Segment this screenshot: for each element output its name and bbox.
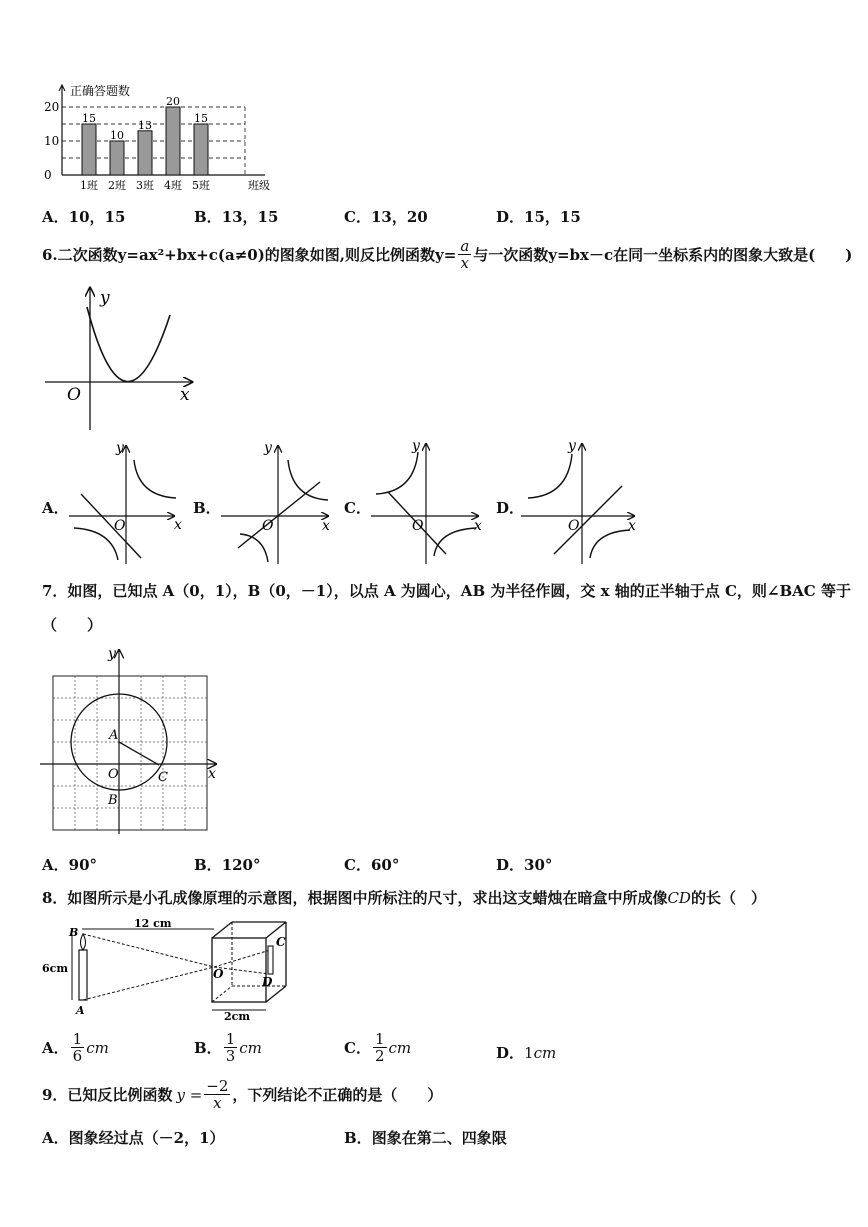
q9-eq-left: y =: [176, 1085, 203, 1104]
q9-fraction: [204, 1078, 230, 1111]
origin-label: O: [262, 518, 274, 534]
label-b: B: [108, 793, 118, 808]
bar-value-label: 20: [166, 95, 180, 108]
option-fraction: [373, 1031, 387, 1064]
label-c: C: [276, 935, 286, 949]
axis-label-x: x: [628, 518, 636, 534]
option-unit: cm: [239, 1038, 262, 1057]
segment-ac: [119, 742, 159, 765]
q6-option-a-graph[interactable]: [66, 436, 186, 568]
axis-label-y: y: [412, 438, 420, 454]
q5-option-b[interactable]: [194, 206, 278, 227]
option-letter: D．: [496, 1044, 525, 1062]
q6-option-c-letter[interactable]: C．: [344, 499, 371, 517]
parabola-curve: [87, 307, 170, 382]
q9-stem-part2: ，下列结论不正确的是（ ）: [232, 1086, 443, 1104]
x-tick-label: 2班: [108, 179, 126, 192]
origin-label: O: [412, 518, 424, 534]
q6-option-b-graph[interactable]: [218, 436, 338, 568]
hyperbola-q1: [288, 460, 328, 500]
label-x: x: [208, 766, 216, 782]
ray-ao: [83, 967, 214, 1000]
dim-2cm-label: 2cm: [224, 1010, 250, 1023]
hyperbola-q3: [74, 528, 118, 560]
q6-option-d-graph[interactable]: [518, 436, 642, 568]
ray-oc: [214, 950, 270, 967]
grid: [53, 676, 207, 830]
q5-option-c[interactable]: [344, 206, 428, 227]
q5-bar-chart: [40, 80, 280, 198]
option-text: 13，20: [370, 208, 428, 226]
option-text: 90°: [68, 856, 98, 874]
axis-label-x: x: [174, 517, 182, 533]
option-letter: C．: [344, 1039, 371, 1057]
option-text: 60°: [370, 856, 400, 874]
candle-flame: [81, 934, 86, 950]
q9-stem-part1: 9．已知反比例函数: [42, 1086, 173, 1104]
frac-denominator: 6: [72, 1047, 83, 1065]
frac-numerator: a: [460, 237, 470, 255]
axis-label-x: x: [474, 518, 482, 534]
image-candle: [268, 946, 273, 974]
y-tick-label: 10: [44, 134, 60, 148]
y-axis-label: 正确答题数: [70, 84, 131, 98]
frac-numerator: 1: [374, 1030, 385, 1048]
hyperbola-q4: [434, 528, 476, 556]
bar-value-label: 13: [138, 118, 152, 132]
x-tick-label: 1班: [80, 179, 98, 192]
axis-label-y: y: [116, 440, 124, 456]
option-unit: cm: [388, 1038, 412, 1057]
frac-numerator: −2: [206, 1077, 229, 1095]
axis-label-y: y: [568, 438, 576, 454]
option-text: 图象经过点（－2，1）: [68, 1129, 225, 1147]
bar-value-label: 10: [110, 129, 124, 142]
x-tick-label: 4班: [164, 179, 182, 192]
bar-value-label: 15: [82, 112, 96, 125]
candle-body: [79, 950, 87, 1000]
option-text: 15，15: [524, 208, 581, 226]
dim-6cm-label: 6cm: [42, 962, 68, 975]
x-tick-label: 5班: [192, 179, 210, 192]
q5-option-a[interactable]: [42, 206, 125, 227]
q7-paren: （ ）: [42, 616, 103, 634]
origin-label: O: [568, 518, 580, 534]
label-o: O: [213, 967, 224, 981]
option-letter: D．: [496, 856, 525, 874]
q7-option-d[interactable]: [496, 854, 552, 875]
bar: [82, 124, 96, 175]
frac-numerator: 1: [225, 1030, 236, 1048]
q8-option-a[interactable]: [42, 1031, 109, 1064]
frac-denominator: x: [213, 1094, 222, 1112]
grid-border: [53, 676, 207, 830]
label-y: y: [108, 646, 116, 662]
option-letter: B．: [194, 856, 222, 874]
option-letter: A．: [42, 1129, 69, 1147]
label-a: A: [109, 728, 119, 743]
q7-stem: 7．如图，已知点 A（0，1），B（0，－1），以点 A 为圆心，AB 为半径作圆，交 x 轴的正半轴于点 C，则∠BAC 等于: [42, 582, 851, 600]
q7-option-c[interactable]: [344, 854, 399, 875]
y-tick-label: 0: [44, 168, 52, 182]
origin-label: O: [67, 385, 81, 405]
q6-option-d-letter[interactable]: D．: [496, 499, 525, 517]
axis-label-x: x: [322, 518, 330, 534]
option-text: 30°: [524, 856, 553, 874]
option-letter: A．: [42, 856, 69, 874]
option-letter: C．: [344, 208, 371, 226]
x-axis-label: 班级: [248, 179, 270, 192]
q6-stem-part2: 与一次函数y=bx－c在同一坐标系内的图象大致是( ): [473, 246, 853, 264]
dim-12cm-label: 12 cm: [134, 917, 172, 930]
axis-label-y: y: [264, 440, 272, 456]
q7-option-b[interactable]: [194, 854, 261, 875]
option-unit: cm: [533, 1044, 557, 1062]
option-letter: B．: [194, 1039, 222, 1057]
option-letter: C．: [344, 856, 371, 874]
hyperbola-q2: [376, 452, 418, 494]
option-letter: A．: [42, 1039, 69, 1057]
label-o: O: [108, 767, 119, 782]
q6-option-b-letter[interactable]: B．: [193, 499, 221, 517]
option-letter: D．: [496, 208, 525, 226]
bar: [166, 107, 180, 175]
q8-option-c[interactable]: [344, 1031, 411, 1064]
option-unit: cm: [86, 1038, 109, 1057]
frac-numerator: 1: [72, 1030, 83, 1048]
q8-stem-part1: 8．如图所示是小孔成像原理的示意图，根据图中所标注的尺寸，求出这支蜡烛在暗盒中所成像: [42, 889, 668, 907]
frac-denominator: 3: [225, 1047, 236, 1065]
option-letter: A．: [42, 208, 69, 226]
linear-line: [81, 494, 141, 558]
q8-option-b[interactable]: [194, 1031, 262, 1064]
option-fraction: [224, 1031, 238, 1064]
label-c: C: [158, 770, 168, 785]
ray-bo: [83, 934, 214, 967]
axis-label-x: x: [180, 385, 190, 405]
bar: [110, 141, 124, 175]
q8-stem-part2: 的长（ ）: [690, 889, 766, 907]
option-text: 图象在第二、四象限: [371, 1129, 507, 1147]
label-a: A: [76, 1004, 85, 1017]
hyperbola-q2: [528, 454, 572, 498]
axis-label-y: y: [100, 288, 110, 308]
q9-option-a[interactable]: [42, 1127, 225, 1148]
q7-option-a[interactable]: [42, 854, 97, 875]
bar: [138, 131, 152, 175]
option-text: 13，15: [221, 208, 279, 226]
q7-grid-circle-figure: [38, 644, 224, 836]
hyperbola-q4: [590, 530, 630, 558]
q9-option-b[interactable]: [344, 1127, 507, 1148]
box-edge-tl: [212, 922, 232, 938]
option-value: 1: [524, 1044, 534, 1062]
q6-fraction: [458, 238, 471, 271]
option-letter: B．: [194, 208, 222, 226]
origin-label: O: [114, 518, 126, 534]
linear-line: [238, 482, 320, 548]
q6-parabola-graph: [40, 282, 200, 432]
linear-line: [554, 486, 622, 554]
q6-stem: [42, 238, 852, 271]
frac-denominator: 2: [374, 1047, 385, 1065]
q8-stem: [42, 887, 766, 908]
q5-option-d[interactable]: [496, 206, 581, 227]
q8-pinhole-figure: [38, 912, 294, 1024]
q6-stem-part1: 6.二次函数y=ax²+bx+c(a≠0)的图象如图,则反比例函数y=: [42, 246, 457, 264]
box-hidden-d: [212, 986, 232, 1002]
label-b: B: [69, 926, 79, 939]
hyperbola-q3: [240, 534, 268, 562]
option-text: 10，15: [68, 208, 126, 226]
option-fraction: [71, 1031, 85, 1064]
option-letter: B．: [344, 1129, 372, 1147]
q9-stem: [42, 1078, 442, 1111]
bar-value-label: 15: [194, 112, 208, 125]
x-tick-label: 3班: [136, 179, 154, 192]
q6-option-a-letter[interactable]: A．: [42, 499, 69, 517]
hyperbola-q1: [134, 460, 176, 498]
option-text: 120°: [221, 856, 261, 874]
q8-stem-cd: CD: [667, 889, 691, 907]
frac-denominator: x: [460, 254, 470, 272]
q6-option-c-graph[interactable]: [368, 436, 488, 568]
bar: [194, 124, 208, 175]
label-d: D: [262, 975, 273, 989]
q8-option-d[interactable]: [496, 1042, 556, 1063]
y-tick-label: 20: [44, 100, 60, 114]
